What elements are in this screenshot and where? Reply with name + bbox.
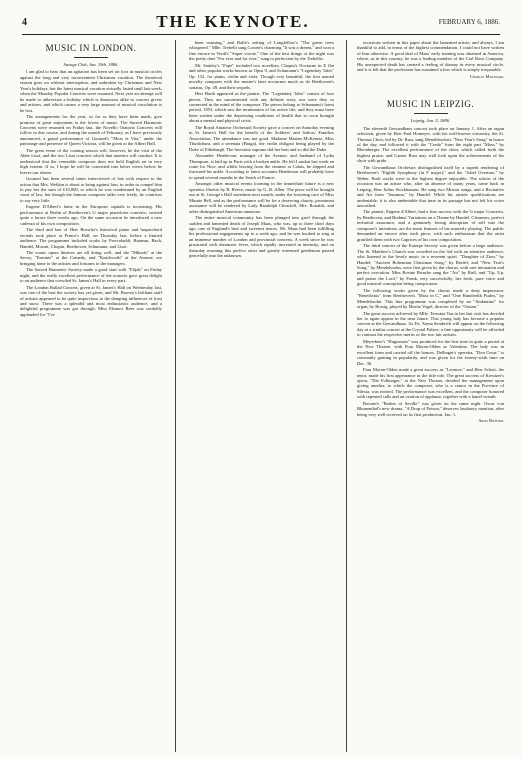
article-paragraph: Herr Barth appeared as the pianist. The "Legendary Tales" consist of four pieces. They are unconnected with any definite story, nor were they so connected in the mind of the composer. The pieces belong to Schumann's latest period, 1853, which saw the termination of his active life, and they must have been written under the depressing conditions of health that so soon brought about a mental and physical crisis. [189, 91, 334, 124]
issue-date: FEBRUARY 6, 1886. [438, 18, 500, 26]
article-paragraph: Eugene D'Albert's fame in the European capitals is increasing. His performance at Berlin of Beethoven's G major pianoforte concerto, created quite a furore three weeks ago. On the same occasion he introduced a new cadenza of his own composition. [20, 204, 162, 226]
article-paragraph: Alexander Henderson, manager of the Avenue, and husband of Lydia Thompson, is laid up in Paris with a broken ankle. He left London last week en route for Nice, and whilst leaving from the steamer at Calais, he slipped and fractured his ankle. According to latest accounts Henderson will probably have to spend several months in the South of France. [189, 153, 334, 180]
leipzig-signature: Arno Richter. [478, 418, 504, 424]
article-paragraph: The great event of the coming season will, however, be the visit of the Abbe Liszt, and the two Liszt concerts which that maestro will conduct. It is understood that the venerable composer does not hold English art in very high esteem. If so, I hope he will be converted into better views before he leaves our shores. [20, 147, 162, 175]
london-article-ending [357, 40, 504, 73]
article-paragraph: Mr. Santley's "Pope" included two novelties, Chopin's Nocturne in E flat and other popular works known as Opus 9, and Schumann's "Legendary Tales" Op. 132, for piano, violin and viola. Though very beautiful, the first named novelty compares with the master's later nocturnes much as do Beethoven's sonatas, Op. 49, and their sequels. [189, 62, 334, 90]
london-dateline: Savage Club, Jan. 19th, 1886. [63, 62, 119, 67]
article-paragraph: The following works given by the chorus made a deep impression: "Benedictus" from Beethoven's "Mass in C," and "One Hundredth Psalm," by Mendelssohn. This fine programme was completed by an "Andantino" for organ, by Brosig, played by Moritz Vogel, director of the "Ossian." [357, 287, 504, 310]
page-number: 4 [22, 16, 27, 28]
column-divider-left [175, 40, 176, 752]
column-one [20, 40, 162, 752]
leipzig-dateline: Leipzig, Jan. 5, 1886. [410, 118, 451, 124]
column-two [189, 40, 334, 752]
leipzig-section-title: MUSIC IN LEIPZIG. [386, 99, 475, 110]
london-article-continued [189, 40, 334, 259]
article-paragraph: I am glad to hear that an agitation has been set on foot in musical circles against the long and very inconvenient Christmas vacation. The theatrical season goes on without interruption, and unbroken by Christmas and New Year's holidays, but the latest musical vacation virtually lasted until last week, when the Monday Popular Concerts were resumed. Next year an attempt will be made to abbreviate a holiday which is disastrous alike to concert givers and artistes, and which causes a very large amount of musical circulation to be lost. [20, 69, 162, 113]
article-paragraph: The great success achieved by Mlle. Teresina Tua in her last visit has decided her to again appear in the near future. This young lady has become a popular concert at the Gewandhaus. As Fri. Xema Sembrich will appear on the following day at a similar concert at the Crystal Palace, a fine opportunity will be afforded to contrast the respective merits of the two fair artistes. [357, 310, 504, 338]
article-paragraph: The entire musical community has been plunged into grief through the sudden and lamented death of Joseph Maas, who was, up to three short days ago, one of England's best and sweetest tenors. Mr. Maas had been fulfilling his professional engagements up to a week ago, and he was booked to sing at an immense number of London and provincial concerts. A week since he was prostrated with rheumatic fever, which rapidly increased in intensity, and on Saturday morning this perfect artist and greatly esteemed gentleman passed peacefully into the unknown. [189, 215, 334, 259]
article-paragraph: The Sacred Harmonic Society made a good start with "Elijah" on Friday night, and the really excellent performance of the oratorio gave great delight to an audience that crowded St. James's Hall in every part. [20, 267, 162, 284]
london-title-rule [74, 57, 108, 58]
column-divider-right [346, 40, 347, 752]
article-paragraph: The Gewandhaus Orchestra distinguished itself by a superb rendering of Beethoven's "Eighth Symphony (in F major)," and the "Jubel Overture," by Weber. Both works were to the highest degree enjoyable. The soloist of the occasion was an artiste who, after an absence of many years, came back in Leipzig, Herr Julius Stockhausen. He sang two Mozart songs, and a Recitative and Air from "Susanna," by Handel. While his artistic qualifications are undeniable, it is also undeniable that time in its passage has not left his voice unscathed. [357, 164, 504, 208]
article-paragraph: Rossini's "Barber of Seville" was given on the same night. Oscar von Blumenthal's new drama, "A Drop of Poison," deserves laudatory mention, after being very well received on its first production, Jan. 1. [357, 400, 504, 417]
article-paragraph: The third concert of the Euterpe Society was given before a large audience. The St. Matthew's Church was crowded on the 3rd with an attentive audience, who listened to the lovely music in a reverent spirit. "Daughter of Zion," by Handel; "Ancient Bohemian Christmas Song," by Riedel; and "New Year's Song," by Mendelssohn, were first given by the chorus, with rare intonation and perfect execution. Miss Rosine Brincke sang the "Air" by Raff, and "Up, Up, and praise the Lord," by Frank, very successfully; her fresh, pure voice and good musical conception being conspicuous. [357, 243, 504, 287]
leipzig-article-body [357, 126, 504, 418]
section-spacer [357, 82, 504, 96]
article-paragraph: The London Ballad Concert, given at St. James's Hall on Wednesday last, was one of the best the society has yet given, and Mr. Boosey's brilliant staff of artistes appeared to be quite impervious to the damping influences of frost and snow. There was a splendid and most enthusiastic audience, and a delightful programme was got through. Miss Eleanor Rees was cordially applauded for "I've [20, 284, 162, 317]
article-paragraph: Frau Moran-Olden made a great success as "Leonore," and Herr Schott, the tenor, made his first appearance in the title role. The great success of Kreutzer's opera, "Die Folkunger," at the New Theatre, decided the management upon giving another, to which the composer, who is a cantor in the Province of Silesia, was invited. The performance was excellent, and the composer honored with repeated calls and an ovation of applause, together with a laurel wreath. [357, 367, 504, 400]
article-paragraph: The pianist, Eugene d'Albert, had a fine success with the G major Concerto, by Beethoven, and Brahms' Variations on a Theme by Handel. Clearness, perfect technical assurance, and a genuinely loving absorption of self into the composer's intentions, are the main features of his masterly playing. The public demanded an encore after each piece, with such enthusiasm that the artist gratified them with two Caprices of his own composition. [357, 209, 504, 242]
article-paragraph: Amongst other musical events looming in the immediate future is a new operetta, libretto by R. Reece, music by G. B. Allen. The piece will be brought out at St. George's Hall sometime next month, under the fostering care of Miss Minnie Bell, and as the performance will be for a deserving charity, prominent assistance will be rendered by Lady Randolph Churchill, Mrs. Ronalds, and other distinguished American amateurs. [189, 181, 334, 214]
london-article-body [20, 69, 162, 317]
masthead [22, 10, 500, 35]
newspaper-title: THE KEYNOTE. [156, 12, 310, 31]
article-paragraph: Gounod has been several times interviewed of late with respect to the action that Mrs. Weldon is about to bring against him, in order to compel him to pay her the sum of £10,000, to which he was condemned by an English court of law, but though the famous composer talks very freely, he contrives to say very little. [20, 176, 162, 203]
article-paragraph: The comic opera theatres are all doing well, and the "Mikado" at the Savoy, "Erminie" at the Comedy, and "Kenilworth" at the Avenue, are bringing fame to the artistes and fortunes to the managers. [20, 249, 162, 266]
leipzig-title-rule [414, 113, 448, 114]
column-three [357, 40, 504, 752]
article-paragraph: been roaming," and Balfe's setting of Longfellow's "The green trees whispered." Mlle. Trebelli sang Cowen's charming "It was a dream," and won a fine encore in Verdi's "Super vorote." One of the best things of the night was the pretty duet "For ever and for ever," sung to perfection by the Trebellis. [189, 40, 334, 62]
article-paragraph: The third and last of Herr Boswitz's historical piano and harpsichord recitals took place at Prince's Hall, on Thursday last, before a limited audience. The programme included works by Frescobaldi, Rameau, Bach, Handel, Mozart, Chopin, Beethoven, Schumann, and Liszt. [20, 227, 162, 249]
london-section-title: MUSIC IN LONDON. [45, 43, 137, 53]
article-paragraph: occasions written in this paper about the lamented artiste, and always, I am thankful to add, in terms of the highest commendation. I could not have written of him otherwise. A good deal of Maas' early training was obtained in America, where, as in this country, he was a leading member of the Carl Rosa Company. His unexpected death has created a feeling of dismay in every musical circle, and it is felt that the profession has sustained a loss which is simply irreparable. [357, 40, 504, 73]
article-paragraph: The eleventh Gewandhaus concert took place on January 1. After an organ selection, given by Herr Paul Homeyer, with his well-known virtuosity, the St. Thomas Choir, led by Dr. Rust, sang Mendelssohn's "New Year's Song" in honor of the day, and followed it with the "Credo" from the eight part "Mass," by Rheinberger. The excellent performance of the choir, which called forth the highest praise, and Cantor Rust may well look upon the achievements of his choir with pride. [357, 125, 504, 164]
article-paragraph: The Royal Amateur Orchestral Society gave a concert on Saturday evening in St. James's Hall for the benefit of the Soldiers' and Sailors' Families Association. The attendance was not good. Madame Marian McKenzie, Miss Thudichum, and a serenata (Braga), the violin obligato being played by the Duke of Edinburgh. The favourite soprano did her best and so did the Duke. [189, 124, 334, 152]
article-paragraph: The arrangements for the year, so far as they have been made, give promise of great enjoyment to the lovers of music. The Sacred Harmonic Concerts were resumed on Friday last, the Novello Oratorio Concerts will follow in due course, and during the month of February, as I have previously announced, a grand performance of Gounod's "Mors et Vita," under the patronage and presence of Queen Victoria, will be given at the Albert Hall. [20, 114, 162, 147]
london-signature: Charles Millward. [469, 73, 504, 79]
article-paragraph: Meyerbeer's "Huguenots" was produced for the first time in quite a period at the New Theatre, with Frau Moran-Olden as Valentine. The lady was in excellent form and carried off the honors. Dellinger's operetta, "Don Cesar," is constantly gaining in popularity, and was given for the twenty-sixth time on Dec. 30. [357, 338, 504, 366]
